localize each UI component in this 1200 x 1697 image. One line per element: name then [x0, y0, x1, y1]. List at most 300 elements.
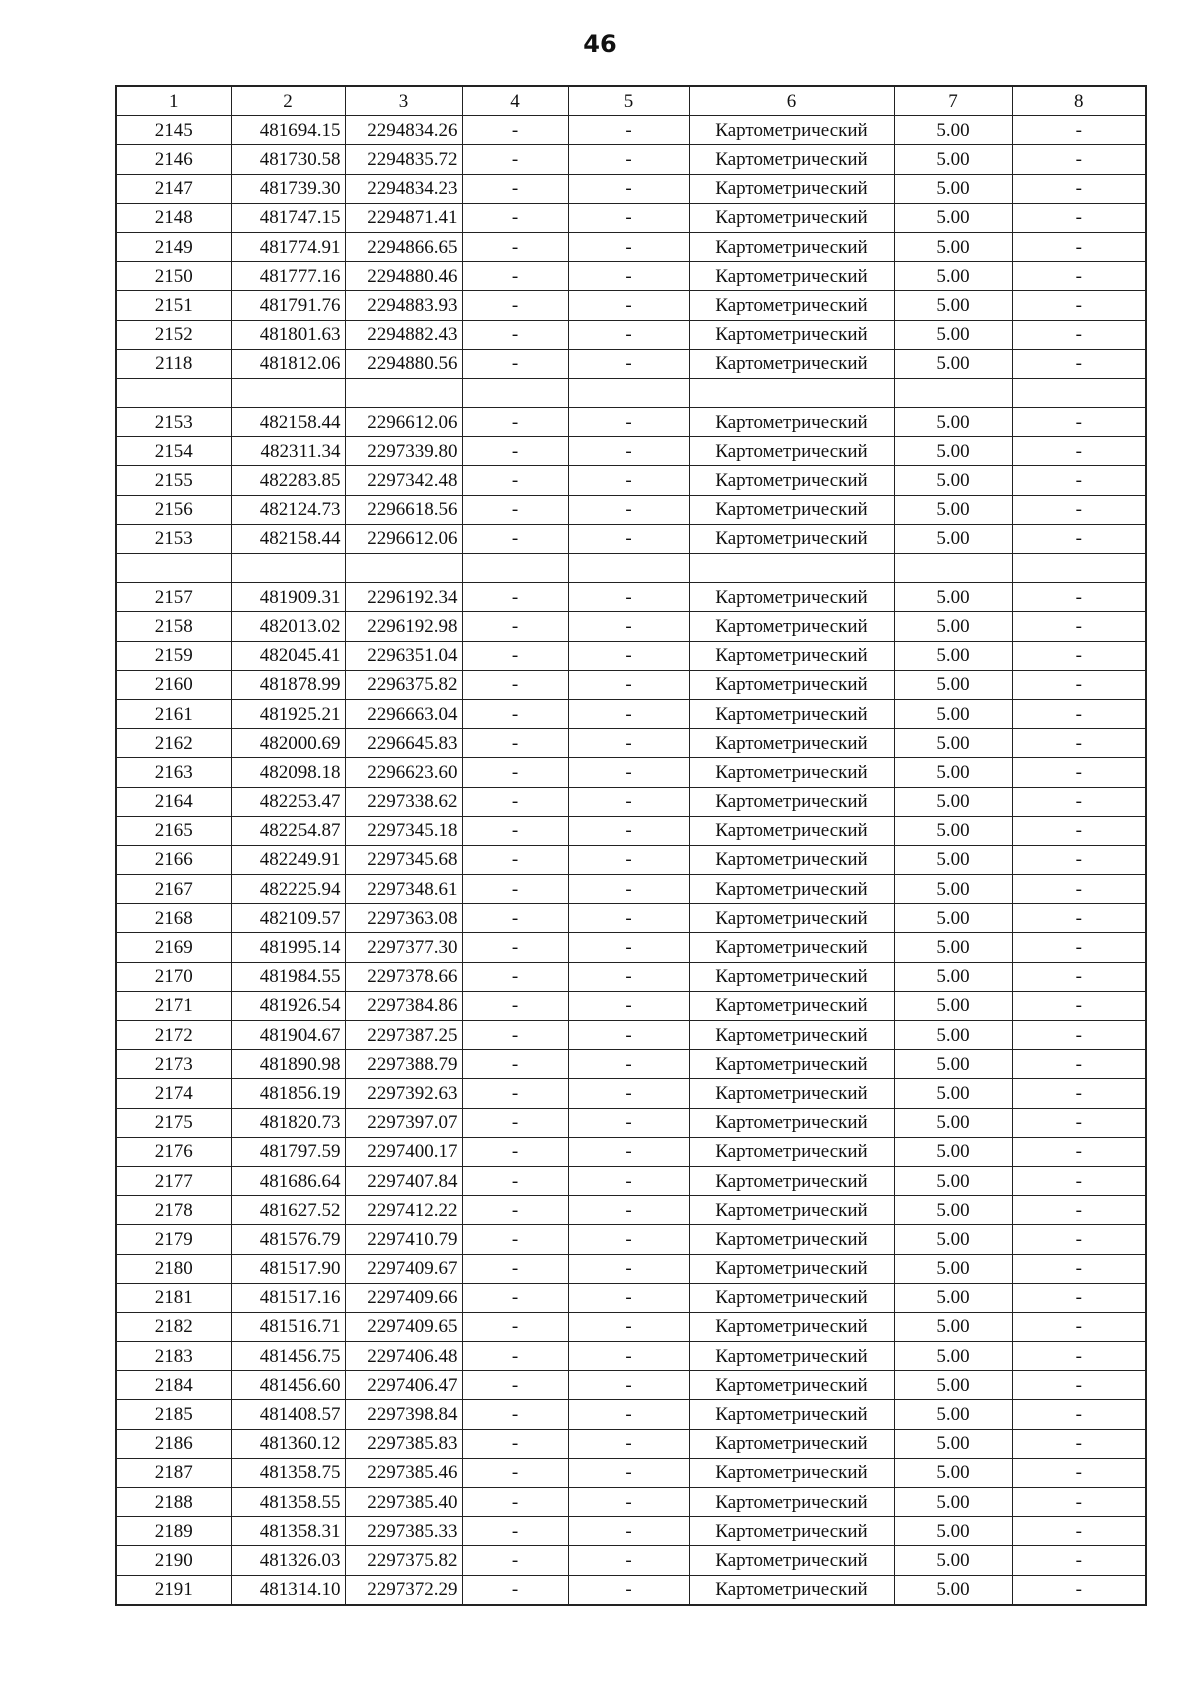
accuracy-cell: 5.00 [894, 1254, 1012, 1283]
col5-cell: - [568, 641, 689, 670]
x-coordinate-cell: 481984.55 [231, 962, 345, 991]
table-row [116, 787, 1146, 816]
point-number-cell: 2170 [116, 962, 231, 991]
column-header: 6 [689, 86, 894, 116]
x-coordinate-cell [231, 554, 345, 583]
accuracy-cell: 5.00 [894, 495, 1012, 524]
method-cell [689, 378, 894, 407]
col8-cell: - [1012, 1488, 1146, 1517]
y-coordinate-cell: 2296192.34 [345, 583, 462, 612]
point-number-cell: 2189 [116, 1517, 231, 1546]
method-cell: Картометрический [689, 1488, 894, 1517]
accuracy-cell: 5.00 [894, 1488, 1012, 1517]
col4-cell: - [462, 991, 568, 1020]
point-number-cell: 2166 [116, 845, 231, 874]
method-cell: Картометрический [689, 1400, 894, 1429]
accuracy-cell: 5.00 [894, 116, 1012, 145]
col8-cell: - [1012, 699, 1146, 728]
x-coordinate-cell: 481995.14 [231, 933, 345, 962]
col4-cell: - [462, 1108, 568, 1137]
col8-cell: - [1012, 1312, 1146, 1341]
point-number-cell: 2145 [116, 116, 231, 145]
method-cell: Картометрический [689, 262, 894, 291]
accuracy-cell: 5.00 [894, 1225, 1012, 1254]
col4-cell: - [462, 1079, 568, 1108]
col4-cell: - [462, 1517, 568, 1546]
col8-cell: - [1012, 962, 1146, 991]
column-header: 4 [462, 86, 568, 116]
col8-cell: - [1012, 933, 1146, 962]
col5-cell: - [568, 408, 689, 437]
accuracy-cell: 5.00 [894, 1429, 1012, 1458]
col5-cell: - [568, 232, 689, 261]
y-coordinate-cell: 2296612.06 [345, 408, 462, 437]
col4-cell: - [462, 1429, 568, 1458]
col5-cell: - [568, 262, 689, 291]
point-number-cell: 2146 [116, 145, 231, 174]
col8-cell: - [1012, 904, 1146, 933]
x-coordinate-cell: 481777.16 [231, 262, 345, 291]
method-cell: Картометрический [689, 437, 894, 466]
col4-cell: - [462, 933, 568, 962]
col5-cell: - [568, 1108, 689, 1137]
col5-cell: - [568, 1021, 689, 1050]
col4-cell: - [462, 729, 568, 758]
col8-cell: - [1012, 1166, 1146, 1195]
table-row [116, 845, 1146, 874]
table-row [116, 933, 1146, 962]
x-coordinate-cell: 481890.98 [231, 1050, 345, 1079]
col5-cell: - [568, 1283, 689, 1312]
col8-cell: - [1012, 1283, 1146, 1312]
point-number-cell: 2175 [116, 1108, 231, 1137]
x-coordinate-cell: 482225.94 [231, 875, 345, 904]
col5-cell: - [568, 991, 689, 1020]
x-coordinate-cell: 481878.99 [231, 670, 345, 699]
x-coordinate-cell: 481358.31 [231, 1517, 345, 1546]
method-cell: Картометрический [689, 145, 894, 174]
table-row [116, 729, 1146, 758]
y-coordinate-cell: 2297409.65 [345, 1312, 462, 1341]
table-header-row [116, 86, 1146, 116]
col4-cell: - [462, 699, 568, 728]
col5-cell: - [568, 437, 689, 466]
col5-cell: - [568, 962, 689, 991]
col4-cell: - [462, 1166, 568, 1195]
col5-cell: - [568, 1400, 689, 1429]
col8-cell [1012, 554, 1146, 583]
col5-cell: - [568, 875, 689, 904]
col4-cell: - [462, 875, 568, 904]
method-cell: Картометрический [689, 1050, 894, 1079]
col4-cell: - [462, 1575, 568, 1605]
col5-cell: - [568, 145, 689, 174]
col8-cell: - [1012, 729, 1146, 758]
col4-cell: - [462, 174, 568, 203]
y-coordinate-cell: 2294871.41 [345, 203, 462, 232]
col8-cell: - [1012, 1196, 1146, 1225]
accuracy-cell: 5.00 [894, 1342, 1012, 1371]
col4-cell: - [462, 1546, 568, 1575]
point-number-cell: 2177 [116, 1166, 231, 1195]
col8-cell: - [1012, 1050, 1146, 1079]
col5-cell: - [568, 1546, 689, 1575]
point-number-cell: 2187 [116, 1458, 231, 1487]
y-coordinate-cell: 2296612.06 [345, 524, 462, 553]
y-coordinate-cell: 2297345.18 [345, 816, 462, 845]
point-number-cell [116, 378, 231, 407]
point-number-cell: 2185 [116, 1400, 231, 1429]
x-coordinate-cell: 482311.34 [231, 437, 345, 466]
accuracy-cell: 5.00 [894, 1371, 1012, 1400]
table-row [116, 554, 1146, 583]
table-row [116, 1312, 1146, 1341]
col8-cell: - [1012, 758, 1146, 787]
point-number-cell: 2159 [116, 641, 231, 670]
col4-cell: - [462, 495, 568, 524]
col4-cell [462, 378, 568, 407]
x-coordinate-cell: 481686.64 [231, 1166, 345, 1195]
col8-cell: - [1012, 1517, 1146, 1546]
point-number-cell: 2191 [116, 1575, 231, 1605]
x-coordinate-cell: 481730.58 [231, 145, 345, 174]
table-row [116, 524, 1146, 553]
x-coordinate-cell: 481774.91 [231, 232, 345, 261]
y-coordinate-cell: 2297410.79 [345, 1225, 462, 1254]
method-cell: Картометрический [689, 1108, 894, 1137]
column-header: 3 [345, 86, 462, 116]
table-row [116, 962, 1146, 991]
table-row [116, 904, 1146, 933]
col8-cell: - [1012, 612, 1146, 641]
accuracy-cell: 5.00 [894, 1458, 1012, 1487]
method-cell: Картометрический [689, 1575, 894, 1605]
x-coordinate-cell: 481314.10 [231, 1575, 345, 1605]
method-cell: Картометрический [689, 991, 894, 1020]
table-row [116, 262, 1146, 291]
x-coordinate-cell: 481517.90 [231, 1254, 345, 1283]
col8-cell: - [1012, 1254, 1146, 1283]
table-row [116, 291, 1146, 320]
accuracy-cell: 5.00 [894, 1137, 1012, 1166]
point-number-cell: 2180 [116, 1254, 231, 1283]
col8-cell: - [1012, 1137, 1146, 1166]
method-cell: Картометрический [689, 845, 894, 874]
col8-cell: - [1012, 437, 1146, 466]
table-row [116, 437, 1146, 466]
method-cell: Картометрический [689, 1021, 894, 1050]
accuracy-cell: 5.00 [894, 1079, 1012, 1108]
method-cell: Картометрический [689, 816, 894, 845]
point-number-cell: 2160 [116, 670, 231, 699]
col8-cell: - [1012, 262, 1146, 291]
table-row [116, 641, 1146, 670]
method-cell: Картометрический [689, 729, 894, 758]
col5-cell: - [568, 1517, 689, 1546]
col4-cell: - [462, 1400, 568, 1429]
table-row [116, 1108, 1146, 1137]
col8-cell: - [1012, 1546, 1146, 1575]
x-coordinate-cell: 481791.76 [231, 291, 345, 320]
y-coordinate-cell: 2297397.07 [345, 1108, 462, 1137]
table-row [116, 232, 1146, 261]
col4-cell: - [462, 291, 568, 320]
col5-cell: - [568, 495, 689, 524]
col8-cell: - [1012, 116, 1146, 145]
col4-cell: - [462, 203, 568, 232]
accuracy-cell: 5.00 [894, 466, 1012, 495]
col5-cell: - [568, 845, 689, 874]
col8-cell [1012, 378, 1146, 407]
point-number-cell: 2188 [116, 1488, 231, 1517]
x-coordinate-cell: 481627.52 [231, 1196, 345, 1225]
y-coordinate-cell: 2297385.40 [345, 1488, 462, 1517]
method-cell: Картометрический [689, 1312, 894, 1341]
col4-cell: - [462, 1283, 568, 1312]
col5-cell: - [568, 1342, 689, 1371]
point-number-cell: 2178 [116, 1196, 231, 1225]
col4-cell: - [462, 1458, 568, 1487]
col8-cell: - [1012, 845, 1146, 874]
method-cell: Картометрический [689, 1342, 894, 1371]
point-number-cell: 2147 [116, 174, 231, 203]
y-coordinate-cell: 2294834.26 [345, 116, 462, 145]
point-number-cell: 2174 [116, 1079, 231, 1108]
accuracy-cell: 5.00 [894, 1108, 1012, 1137]
y-coordinate-cell [345, 378, 462, 407]
col8-cell: - [1012, 524, 1146, 553]
col4-cell: - [462, 845, 568, 874]
y-coordinate-cell: 2297342.48 [345, 466, 462, 495]
method-cell: Картометрический [689, 1283, 894, 1312]
y-coordinate-cell: 2297400.17 [345, 1137, 462, 1166]
col5-cell: - [568, 816, 689, 845]
method-cell: Картометрический [689, 1546, 894, 1575]
point-number-cell: 2182 [116, 1312, 231, 1341]
col4-cell: - [462, 1196, 568, 1225]
y-coordinate-cell: 2297409.67 [345, 1254, 462, 1283]
col5-cell: - [568, 320, 689, 349]
col8-cell: - [1012, 1400, 1146, 1429]
col5-cell: - [568, 174, 689, 203]
col4-cell: - [462, 583, 568, 612]
x-coordinate-cell: 482124.73 [231, 495, 345, 524]
point-number-cell: 2165 [116, 816, 231, 845]
accuracy-cell: 5.00 [894, 262, 1012, 291]
col8-cell: - [1012, 670, 1146, 699]
col8-cell: - [1012, 291, 1146, 320]
accuracy-cell: 5.00 [894, 291, 1012, 320]
y-coordinate-cell: 2297406.48 [345, 1342, 462, 1371]
col5-cell: - [568, 1196, 689, 1225]
x-coordinate-cell: 481326.03 [231, 1546, 345, 1575]
method-cell: Картометрический [689, 787, 894, 816]
table-row [116, 495, 1146, 524]
y-coordinate-cell: 2297406.47 [345, 1371, 462, 1400]
x-coordinate-cell: 482158.44 [231, 408, 345, 437]
x-coordinate-cell: 481694.15 [231, 116, 345, 145]
col4-cell: - [462, 408, 568, 437]
point-number-cell: 2186 [116, 1429, 231, 1458]
accuracy-cell: 5.00 [894, 1312, 1012, 1341]
method-cell [689, 554, 894, 583]
col4-cell: - [462, 1254, 568, 1283]
col4-cell: - [462, 116, 568, 145]
table-row [116, 1021, 1146, 1050]
col4-cell: - [462, 1225, 568, 1254]
col4-cell: - [462, 466, 568, 495]
accuracy-cell: 5.00 [894, 816, 1012, 845]
x-coordinate-cell: 482013.02 [231, 612, 345, 641]
method-cell: Картометрический [689, 495, 894, 524]
method-cell: Картометрический [689, 1458, 894, 1487]
col5-cell: - [568, 1458, 689, 1487]
col5-cell: - [568, 1575, 689, 1605]
point-number-cell: 2157 [116, 583, 231, 612]
x-coordinate-cell: 481909.31 [231, 583, 345, 612]
x-coordinate-cell: 481358.55 [231, 1488, 345, 1517]
table-row [116, 1050, 1146, 1079]
accuracy-cell: 5.00 [894, 349, 1012, 378]
accuracy-cell: 5.00 [894, 203, 1012, 232]
accuracy-cell: 5.00 [894, 641, 1012, 670]
table-row [116, 378, 1146, 407]
point-number-cell: 2179 [116, 1225, 231, 1254]
col8-cell: - [1012, 320, 1146, 349]
table-row [116, 1137, 1146, 1166]
table-row [116, 1371, 1146, 1400]
method-cell: Картометрический [689, 1137, 894, 1166]
table-row [116, 816, 1146, 845]
table-row [116, 466, 1146, 495]
accuracy-cell: 5.00 [894, 699, 1012, 728]
point-number-cell: 2169 [116, 933, 231, 962]
col5-cell: - [568, 1079, 689, 1108]
table-row [116, 1079, 1146, 1108]
table-row [116, 1166, 1146, 1195]
col5-cell: - [568, 116, 689, 145]
accuracy-cell: 5.00 [894, 524, 1012, 553]
col8-cell: - [1012, 1225, 1146, 1254]
point-number-cell: 2181 [116, 1283, 231, 1312]
point-number-cell: 2155 [116, 466, 231, 495]
accuracy-cell: 5.00 [894, 670, 1012, 699]
table-row [116, 408, 1146, 437]
table-row [116, 583, 1146, 612]
col5-cell [568, 378, 689, 407]
method-cell: Картометрический [689, 1254, 894, 1283]
col5-cell: - [568, 291, 689, 320]
point-number-cell: 2156 [116, 495, 231, 524]
col5-cell: - [568, 1225, 689, 1254]
col4-cell: - [462, 262, 568, 291]
point-number-cell: 2151 [116, 291, 231, 320]
y-coordinate-cell: 2296623.60 [345, 758, 462, 787]
col4-cell: - [462, 1342, 568, 1371]
col4-cell: - [462, 670, 568, 699]
table-row [116, 1429, 1146, 1458]
accuracy-cell: 5.00 [894, 1021, 1012, 1050]
col8-cell: - [1012, 203, 1146, 232]
method-cell: Картометрический [689, 232, 894, 261]
col8-cell: - [1012, 1342, 1146, 1371]
col8-cell: - [1012, 466, 1146, 495]
col5-cell: - [568, 787, 689, 816]
accuracy-cell: 5.00 [894, 1546, 1012, 1575]
point-number-cell: 2164 [116, 787, 231, 816]
method-cell: Картометрический [689, 408, 894, 437]
point-number-cell: 2149 [116, 232, 231, 261]
point-number-cell: 2118 [116, 349, 231, 378]
col4-cell: - [462, 612, 568, 641]
col4-cell: - [462, 962, 568, 991]
accuracy-cell: 5.00 [894, 174, 1012, 203]
col4-cell: - [462, 232, 568, 261]
method-cell: Картометрический [689, 1429, 894, 1458]
col8-cell: - [1012, 1429, 1146, 1458]
x-coordinate-cell: 481456.60 [231, 1371, 345, 1400]
y-coordinate-cell: 2296618.56 [345, 495, 462, 524]
x-coordinate-cell: 482045.41 [231, 641, 345, 670]
table-row [116, 1400, 1146, 1429]
point-number-cell: 2172 [116, 1021, 231, 1050]
y-coordinate-cell: 2297392.63 [345, 1079, 462, 1108]
method-cell: Картометрический [689, 1225, 894, 1254]
x-coordinate-cell: 482253.47 [231, 787, 345, 816]
table-row [116, 203, 1146, 232]
point-number-cell: 2148 [116, 203, 231, 232]
table-row [116, 1546, 1146, 1575]
accuracy-cell: 5.00 [894, 933, 1012, 962]
point-number-cell: 2173 [116, 1050, 231, 1079]
col5-cell: - [568, 904, 689, 933]
method-cell: Картометрический [689, 612, 894, 641]
point-number-cell: 2158 [116, 612, 231, 641]
method-cell: Картометрический [689, 524, 894, 553]
method-cell: Картометрический [689, 203, 894, 232]
point-number-cell: 2176 [116, 1137, 231, 1166]
method-cell: Картометрический [689, 1196, 894, 1225]
col4-cell: - [462, 1488, 568, 1517]
x-coordinate-cell: 482249.91 [231, 845, 345, 874]
x-coordinate-cell: 482158.44 [231, 524, 345, 553]
y-coordinate-cell: 2296192.98 [345, 612, 462, 641]
accuracy-cell: 5.00 [894, 1166, 1012, 1195]
table-row [116, 699, 1146, 728]
col5-cell: - [568, 1371, 689, 1400]
column-header: 5 [568, 86, 689, 116]
col8-cell: - [1012, 349, 1146, 378]
table-row [116, 875, 1146, 904]
col8-cell: - [1012, 875, 1146, 904]
x-coordinate-cell [231, 378, 345, 407]
col4-cell: - [462, 1371, 568, 1400]
point-number-cell: 2184 [116, 1371, 231, 1400]
accuracy-cell: 5.00 [894, 787, 1012, 816]
table-row [116, 1196, 1146, 1225]
col8-cell: - [1012, 991, 1146, 1020]
col8-cell: - [1012, 583, 1146, 612]
x-coordinate-cell: 481812.06 [231, 349, 345, 378]
accuracy-cell: 5.00 [894, 875, 1012, 904]
y-coordinate-cell: 2297407.84 [345, 1166, 462, 1195]
accuracy-cell: 5.00 [894, 1400, 1012, 1429]
y-coordinate-cell: 2297385.33 [345, 1517, 462, 1546]
method-cell: Картометрический [689, 466, 894, 495]
column-header: 7 [894, 86, 1012, 116]
table-row [116, 349, 1146, 378]
table-row [116, 991, 1146, 1020]
